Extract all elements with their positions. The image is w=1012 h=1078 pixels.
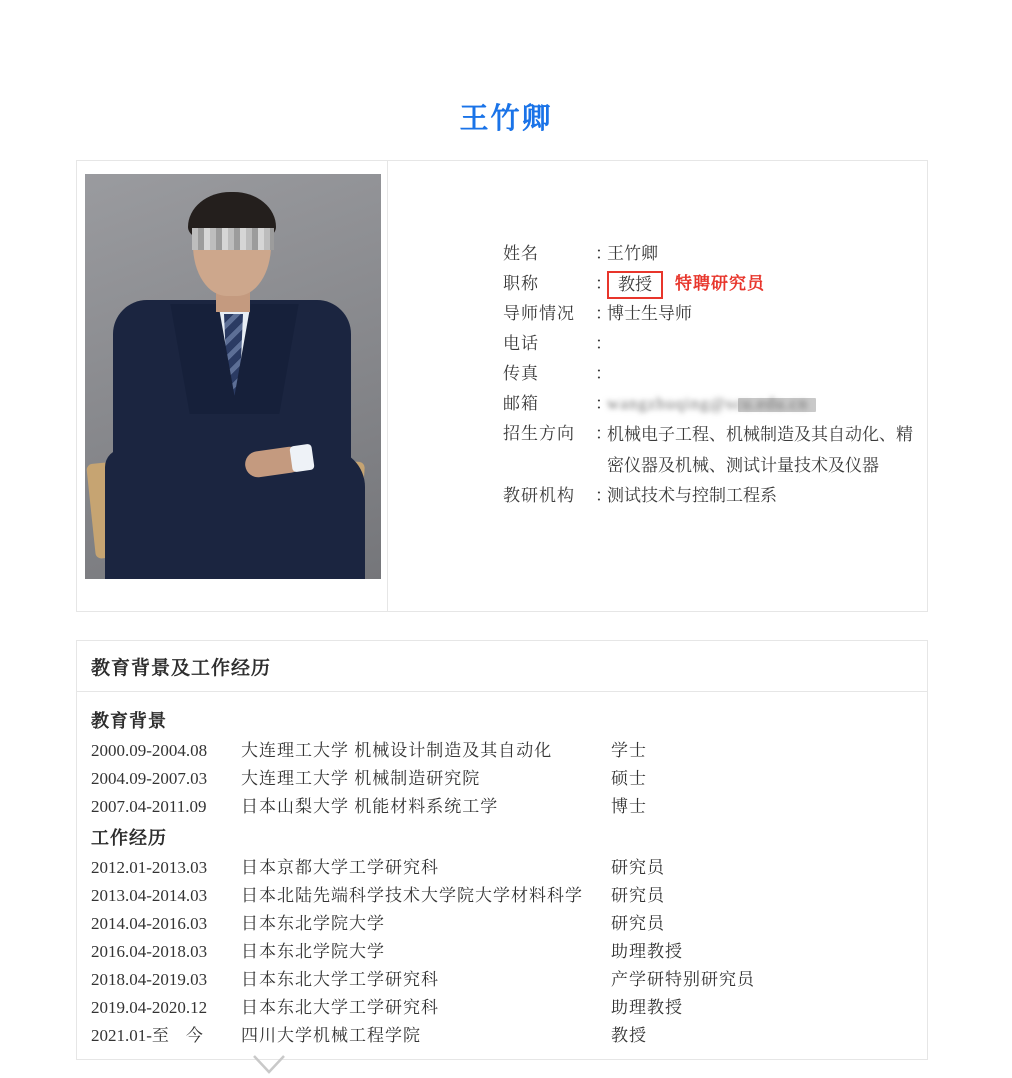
info-label-email: 邮箱 <box>503 394 539 413</box>
row-role: 教授 <box>611 1026 647 1045</box>
row-organization: 日本东北大学工学研究科 <box>241 970 439 989</box>
info-row-fax <box>503 359 927 389</box>
row-organization: 大连理工大学 机械制造研究院 <box>241 769 481 788</box>
row-organization: 大连理工大学 机械设计制造及其自动化 <box>241 741 553 760</box>
row-organization: 日本东北大学工学研究科 <box>241 998 439 1017</box>
info-value-admission: 机械电子工程、机械制造及其自动化、精密仪器及机械、测试计量技术及仪器 <box>607 425 913 475</box>
table-row <box>91 882 927 910</box>
censor-bar <box>192 228 274 250</box>
row-organization: 四川大学机械工程学院 <box>241 1026 421 1045</box>
colon: ： <box>595 244 612 263</box>
row-role: 产学研特别研究员 <box>611 970 755 989</box>
row-date: 2007.04-2011.09 <box>91 797 207 816</box>
row-date: 2000.09-2004.08 <box>91 741 208 760</box>
colon: ： <box>595 394 612 413</box>
row-date: 2018.04-2019.03 <box>91 970 208 989</box>
page-title: 王竹卿 <box>459 103 553 135</box>
row-date: 2021.01-至 今 <box>91 1026 203 1045</box>
row-date: 2012.01-2013.03 <box>91 858 208 877</box>
title-annotation: 特聘研究员 <box>675 274 765 293</box>
row-role: 研究员 <box>611 886 665 905</box>
info-row-department <box>503 481 927 511</box>
photo-column <box>77 161 388 611</box>
section-title-education: 教育背景 <box>91 711 167 731</box>
email-blurred-text: wangzhuqing@scu.edu.cn <box>607 394 808 413</box>
row-organization: 日本东北学院大学 <box>241 914 385 933</box>
info-row-phone <box>503 329 927 359</box>
row-date: 2016.04-2018.03 <box>91 942 208 961</box>
row-date: 2019.04-2020.12 <box>91 998 208 1017</box>
profile-card <box>76 160 928 612</box>
row-role: 助理教授 <box>611 998 683 1017</box>
row-role: 研究员 <box>611 858 665 877</box>
info-row-name <box>503 239 927 269</box>
colon: ： <box>595 334 612 353</box>
table-row <box>91 910 927 938</box>
table-row <box>91 854 927 882</box>
info-label-supervisor: 导师情况 <box>503 304 575 323</box>
info-value-supervisor: 博士生导师 <box>607 304 692 323</box>
info-value-email <box>607 389 927 419</box>
experience-header: 教育背景及工作经历 <box>77 641 927 692</box>
info-label-title: 职称 <box>503 274 539 293</box>
table-row <box>91 1022 927 1050</box>
colon: ： <box>595 486 612 505</box>
row-date: 2014.04-2016.03 <box>91 914 208 933</box>
info-list <box>503 239 927 511</box>
table-row <box>91 966 927 994</box>
row-organization: 日本北陆先端科学技术大学院大学材料科学 <box>241 886 583 905</box>
row-organization: 日本山梨大学 机能材料系统工学 <box>241 797 499 816</box>
row-date: 2004.09-2007.03 <box>91 769 208 788</box>
colon: ： <box>595 274 612 293</box>
info-row-admission <box>503 419 927 481</box>
info-row-supervisor <box>503 299 927 329</box>
table-row <box>91 994 927 1022</box>
title-highlight-box: 教授 <box>607 271 663 299</box>
info-row-title <box>503 269 927 299</box>
info-value-department: 测试技术与控制工程系 <box>607 486 777 505</box>
info-label-phone: 电话 <box>503 334 539 353</box>
row-role: 硕士 <box>611 769 647 788</box>
row-organization: 日本东北学院大学 <box>241 942 385 961</box>
info-value-name: 王竹卿 <box>607 244 658 263</box>
row-role: 博士 <box>611 797 647 816</box>
row-role: 研究员 <box>611 914 665 933</box>
info-label-name: 姓名 <box>503 244 539 263</box>
colon: ： <box>595 364 612 383</box>
row-role: 学士 <box>611 741 647 760</box>
table-row <box>91 765 927 793</box>
info-row-email <box>503 389 927 419</box>
experience-body <box>77 692 927 1050</box>
row-role: 助理教授 <box>611 942 683 961</box>
table-row <box>91 737 927 765</box>
table-row <box>91 793 927 821</box>
row-organization: 日本京都大学工学研究科 <box>241 858 439 877</box>
info-label-fax: 传真 <box>503 364 539 383</box>
table-row <box>91 938 927 966</box>
portrait-photo <box>85 174 381 579</box>
info-value-title <box>607 269 927 299</box>
chevron-down-icon[interactable] <box>252 1054 286 1076</box>
colon: ： <box>595 424 612 443</box>
experience-card <box>76 640 928 1060</box>
info-label-admission: 招生方向 <box>503 424 575 443</box>
info-label-department: 教研机构 <box>503 486 575 505</box>
row-date: 2013.04-2014.03 <box>91 886 208 905</box>
portrait-cuff <box>289 444 314 473</box>
colon: ： <box>595 304 612 323</box>
section-title-work: 工作经历 <box>91 828 167 848</box>
info-column <box>389 161 927 611</box>
